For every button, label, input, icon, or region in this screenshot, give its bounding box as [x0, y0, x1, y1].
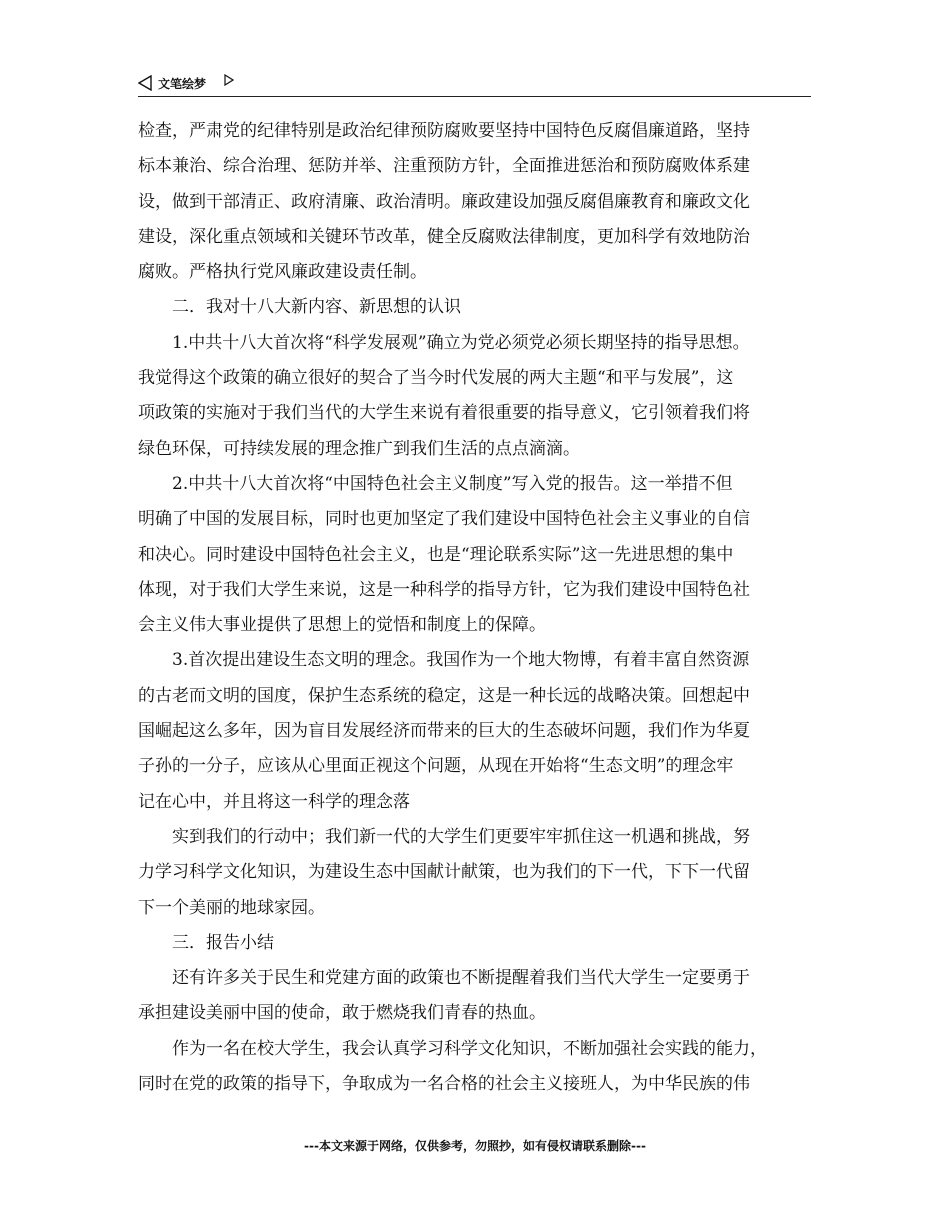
header-brand: 文笔绘梦 [158, 77, 207, 91]
text-line: 作为一名在校大学生，我会认真学习科学文化知识，不断加强社会实践的能力， [138, 1038, 767, 1059]
text-line: 绿色环保，可持续发展的理念推广到我们生活的点点滴滴。 [138, 438, 580, 459]
text-line: 2.中共十八大首次将“中国特色社会主义制度”写入党的报告。这一举措不但 [138, 473, 733, 494]
text-line: 下一个美丽的地球家园。 [138, 897, 325, 918]
text-line: 国崛起这么多年，因为盲目发展经济而带来的巨大的生态破坏问题，我们作为华夏 [138, 721, 750, 742]
document-body [138, 114, 818, 1102]
text-line: 体现，对于我们大学生来说，这是一种科学的指导方针，它为我们建设中国特色社 [138, 579, 750, 600]
text-line: 三．报告小结 [138, 932, 274, 953]
text-line: 会主义伟大事业提供了思想上的觉悟和制度上的保障。 [138, 615, 546, 636]
text-line: 记在心中，并且将这一科学的理念落 [138, 791, 410, 812]
text-line: 还有许多关于民生和党建方面的政策也不断提醒着我们当代大学生一定要勇于 [138, 968, 750, 989]
text-line: 项政策的实施对于我们当代的大学生来说有着很重要的指导意义，它引领着我们将 [138, 403, 750, 424]
text-line: 设，做到干部清正、政府清廉、政治清明。廉政建设加强反腐倡廉教育和廉政文化 [138, 191, 750, 212]
text-line: 我觉得这个政策的确立很好的契合了当今时代发展的两大主题“和平与发展”，这 [138, 368, 734, 389]
triangle-left-icon [138, 75, 152, 91]
text-line: 腐败。严格执行党风廉政建设责任制。 [138, 262, 427, 283]
text-line: 和决心。同时建设中国特色社会主义，也是“理论联系实际”这一先进思想的集中 [138, 544, 734, 565]
text-line: 子孙的一分子，应该从心里面正视这个问题，从现在开始将“生态文明”的理念牢 [138, 756, 734, 777]
text-line: 二．我对十八大新内容、新思想的认识 [138, 297, 461, 318]
text-line: 明确了中国的发展目标，同时也更加坚定了我们建设中国特色社会主义事业的自信 [138, 509, 750, 530]
page-footer: ---本文来源于网络，仅供参考，勿照抄，如有侵权请联系删除--- [304, 1139, 646, 1153]
page-header [138, 72, 811, 97]
text-line: 3.首次提出建设生态文明的理念。我国作为一个地大物博，有着丰富自然资源 [138, 650, 750, 671]
text-line: 1.中共十八大首次将“科学发展观”确立为党必须党必须长期坚持的指导思想。 [138, 332, 750, 353]
text-line: 检查，严肃党的纪律特别是政治纪律预防腐败要坚持中国特色反腐倡廉道路，坚持 [138, 121, 750, 141]
text-line: 建设，深化重点领域和关键环节改革，健全反腐败法律制度，更加科学有效地防治 [138, 226, 750, 247]
text-line: 实到我们的行动中；我们新一代的大学生们更要牢牢抓住这一机遇和挑战，努 [138, 826, 750, 847]
text-line: 承担建设美丽中国的使命，敢于燃烧我们青春的热血。 [138, 1003, 546, 1024]
text-line: 力学习科学文化知识，为建设生态中国献计献策，也为我们的下一代，下下一代留 [138, 862, 750, 883]
text-line: 的古老而文明的国度，保护生态系统的稳定，这是一种长远的战略决策。回想起中 [138, 685, 750, 706]
text-line: 标本兼治、综合治理、惩防并举、注重预防方针，全面推进惩治和预防腐败体系建 [138, 156, 750, 177]
text-line: 同时在党的政策的指导下，争取成为一名合格的社会主义接班人，为中华民族的伟 [138, 1074, 750, 1095]
triangle-right-icon [224, 74, 234, 86]
